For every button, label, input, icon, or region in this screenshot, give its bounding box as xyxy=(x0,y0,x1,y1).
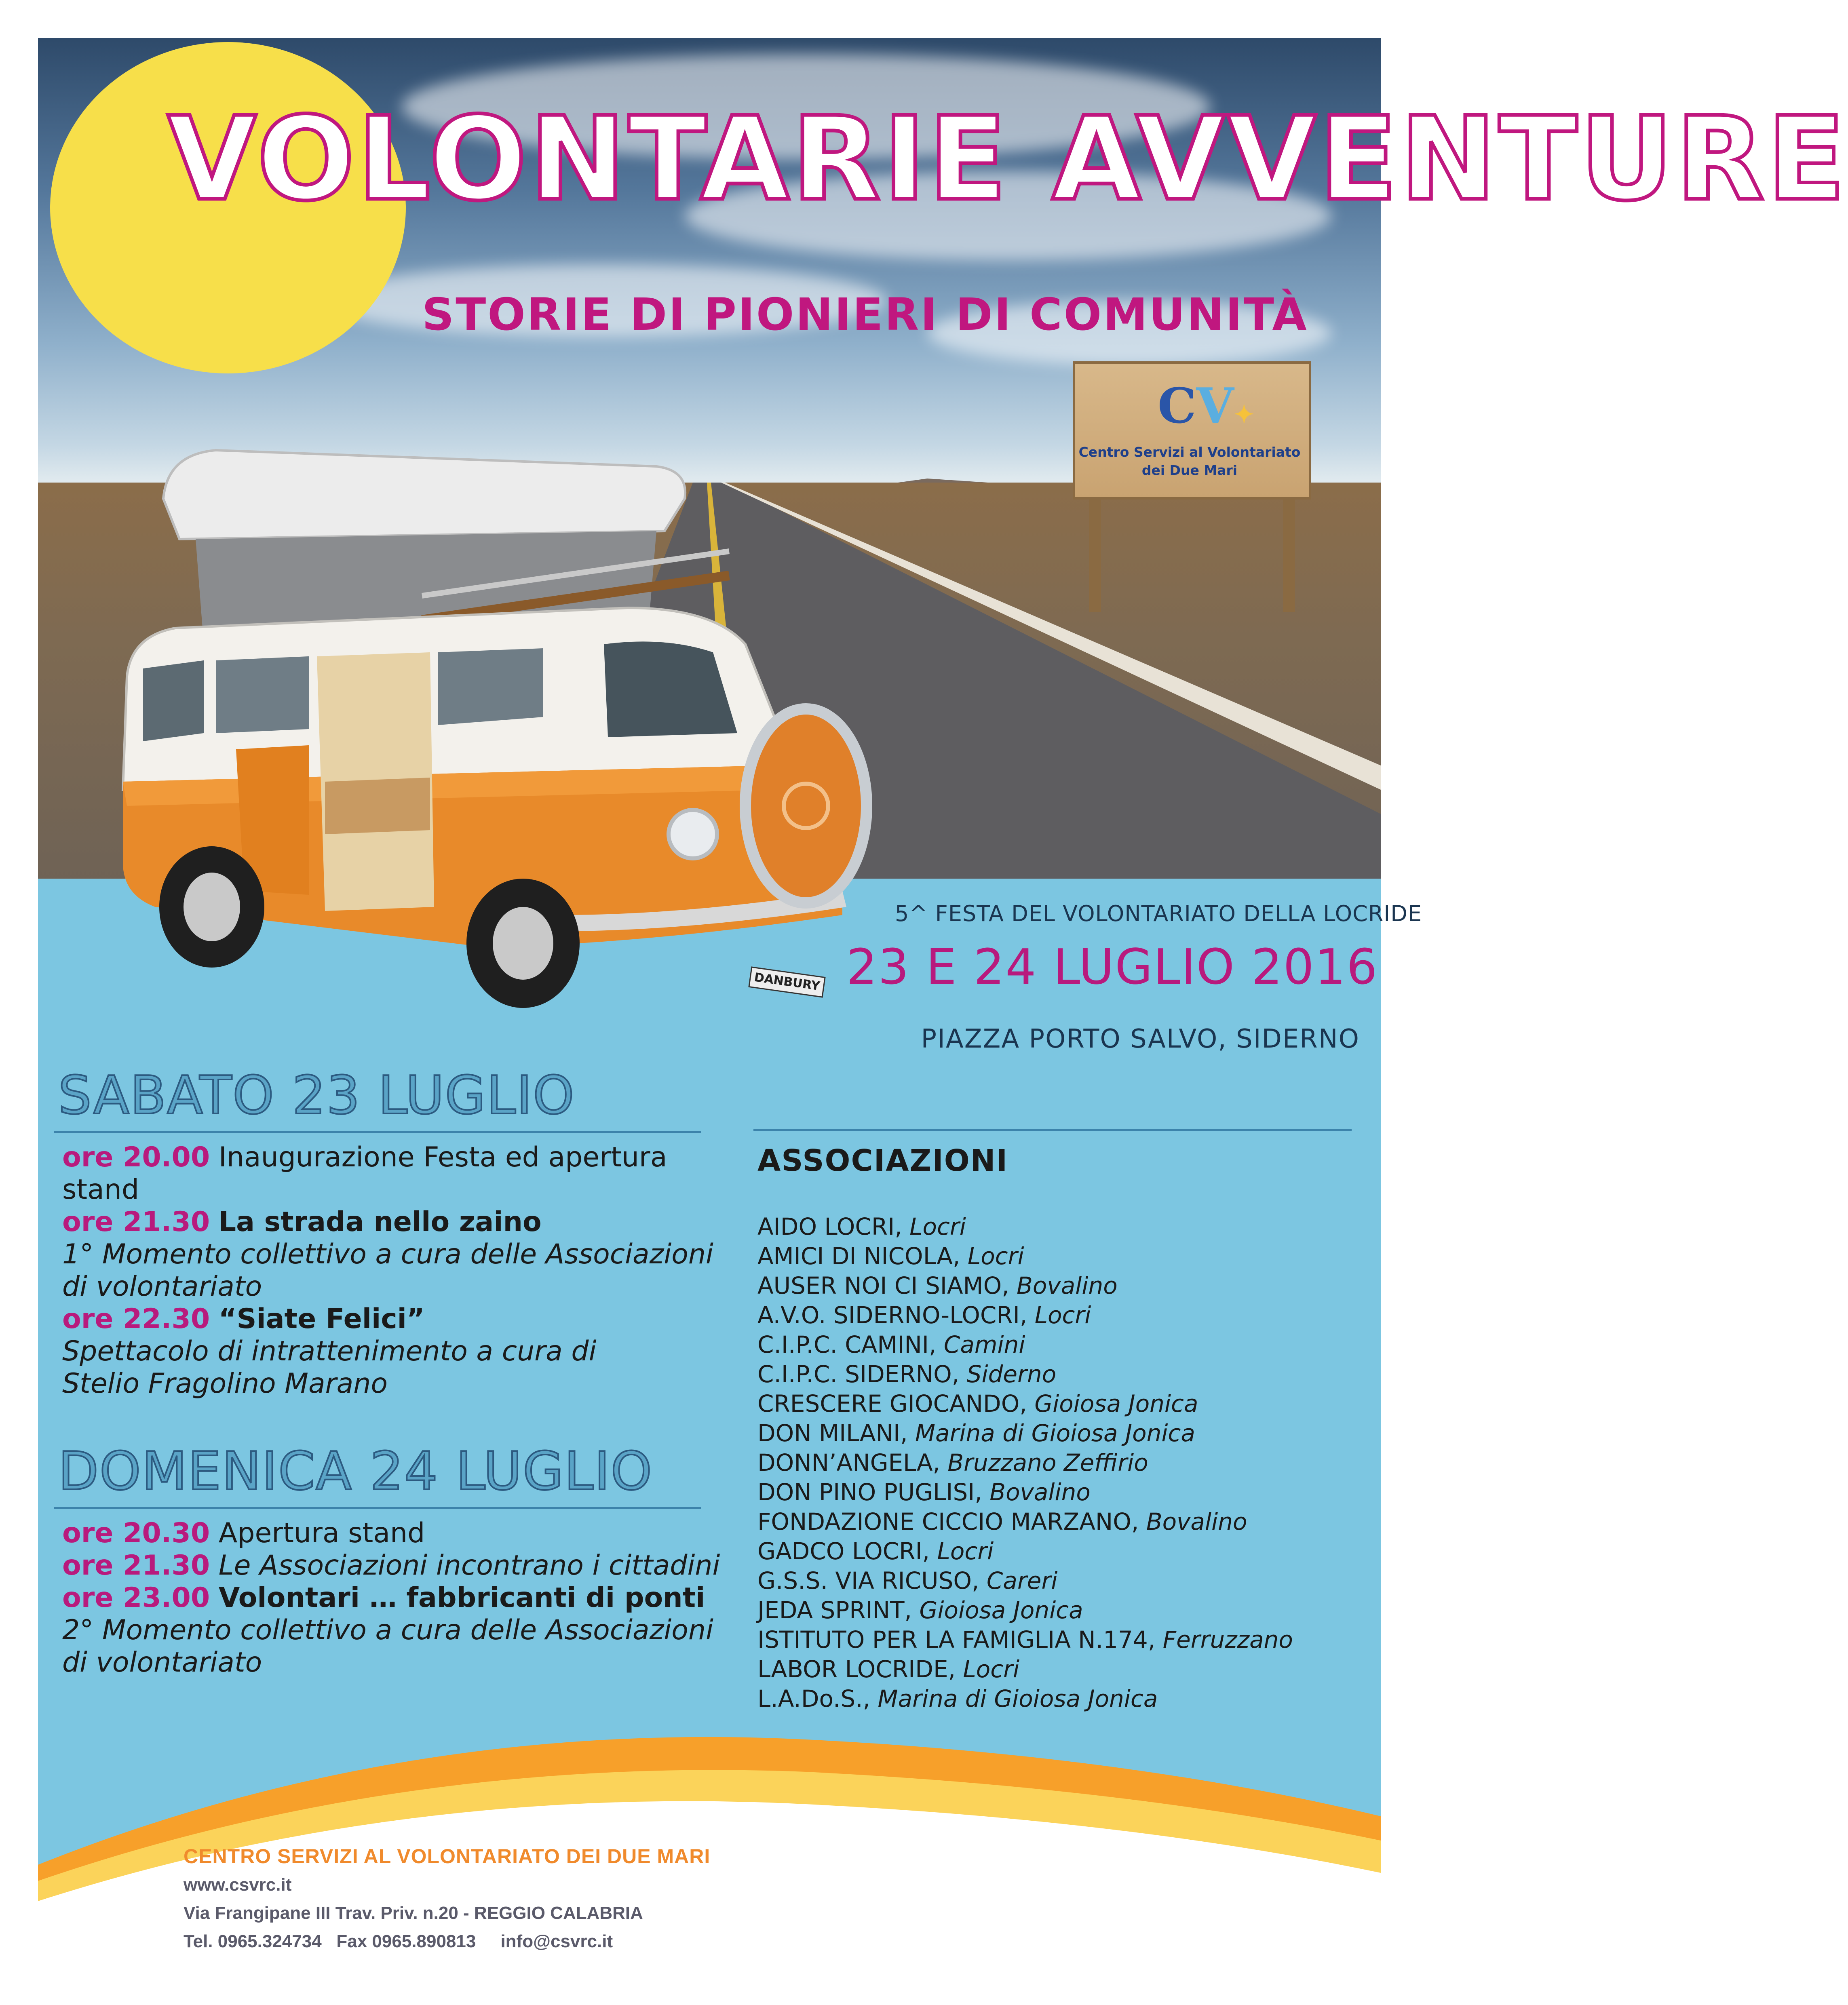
sunday-program xyxy=(62,1517,749,1679)
association-name: JEDA SPRINT, xyxy=(757,1596,920,1624)
association-name: A.V.O. SIDERNO-LOCRI, xyxy=(757,1301,1035,1329)
program-time: ore 21.30 xyxy=(62,1550,210,1581)
program-time: ore 21.30 xyxy=(62,1206,210,1238)
association-place: Siderno xyxy=(966,1360,1057,1388)
program-line xyxy=(62,1647,749,1679)
association-place: Gioiosa Jonica xyxy=(919,1596,1083,1624)
program-line xyxy=(62,1550,749,1582)
csv-logo-icon: CV✦ xyxy=(1158,377,1254,434)
association-item xyxy=(757,1271,1372,1301)
association-item xyxy=(757,1625,1372,1655)
associations-heading: ASSOCIAZIONI xyxy=(757,1143,1008,1178)
association-item xyxy=(757,1419,1372,1448)
association-name: C.I.P.C. CAMINI, xyxy=(757,1331,944,1358)
program-line xyxy=(62,1303,749,1335)
sunday-divider xyxy=(54,1507,701,1509)
association-place: Bovalino xyxy=(989,1478,1091,1506)
program-text: Inaugurazione Festa ed apertura xyxy=(218,1141,667,1173)
association-place: Locri xyxy=(1034,1301,1091,1329)
associations-divider xyxy=(753,1129,1352,1131)
association-name: DONN’ANGELA, xyxy=(757,1449,948,1476)
program-text: 1° Momento collettivo a cura delle Associazioni xyxy=(62,1238,713,1270)
sign-post xyxy=(1089,495,1101,612)
association-place: Bruzzano Zeffirio xyxy=(947,1449,1148,1476)
program-text: di volontariato xyxy=(62,1647,262,1678)
association-name: GADCO LOCRI, xyxy=(757,1537,937,1565)
association-name: C.I.P.C. SIDERNO, xyxy=(757,1360,967,1388)
program-line xyxy=(62,1238,749,1271)
association-place: Bovalino xyxy=(1017,1272,1118,1299)
association-name: DON MILANI, xyxy=(757,1419,915,1447)
program-line xyxy=(62,1582,749,1614)
association-item xyxy=(757,1301,1372,1330)
saturday-program xyxy=(62,1141,749,1400)
association-item xyxy=(757,1507,1372,1537)
program-time: ore 23.00 xyxy=(62,1582,210,1614)
program-text: stand xyxy=(62,1174,139,1206)
program-line xyxy=(62,1206,749,1238)
association-item xyxy=(757,1242,1372,1271)
association-item xyxy=(757,1330,1372,1360)
vw-camper-van xyxy=(82,418,911,1032)
association-place: Marina di Gioiosa Jonica xyxy=(915,1419,1195,1447)
association-name: DON PINO PUGLISI, xyxy=(757,1478,990,1506)
association-place: Camini xyxy=(943,1331,1025,1358)
event-venue: PIAZZA PORTO SALVO, SIDERNO xyxy=(921,1024,1360,1054)
program-text: Le Associazioni incontrano i cittadini xyxy=(218,1550,720,1581)
program-time: ore 20.00 xyxy=(62,1141,210,1173)
program-text: Volontari … fabbricanti di ponti xyxy=(218,1582,705,1614)
association-item xyxy=(757,1537,1372,1566)
association-name: G.S.S. VIA RICUSO, xyxy=(757,1567,987,1594)
association-name: AMICI DI NICOLA, xyxy=(757,1242,968,1270)
program-line xyxy=(62,1271,749,1303)
footer-org: CENTRO SERVIZI AL VOLONTARIATO DEI DUE MARI xyxy=(184,1845,711,1868)
program-line xyxy=(62,1141,749,1174)
association-name: AIDO LOCRI, xyxy=(757,1213,910,1240)
association-item xyxy=(757,1360,1372,1389)
association-name: FONDAZIONE CICCIO MARZANO, xyxy=(757,1508,1146,1535)
association-name: ISTITUTO PER LA FAMIGLIA N.174, xyxy=(757,1626,1163,1653)
saturday-divider xyxy=(54,1131,701,1133)
program-text: Apertura stand xyxy=(218,1517,425,1549)
saturday-heading: SABATO 23 LUGLIO xyxy=(58,1065,575,1126)
footer-web[interactable]: www.csvrc.it xyxy=(184,1875,292,1895)
program-line xyxy=(62,1174,749,1206)
sign-text-line1: Centro Servizi al Volontariato xyxy=(1078,444,1301,460)
association-item xyxy=(757,1684,1372,1714)
association-item xyxy=(757,1212,1372,1242)
decorative-waves xyxy=(38,1711,1381,1962)
program-line xyxy=(62,1368,749,1400)
association-item xyxy=(757,1448,1372,1478)
association-item xyxy=(757,1566,1372,1596)
program-text: “Siate Felici” xyxy=(218,1303,425,1335)
sign-post xyxy=(1283,495,1295,612)
association-place: Marina di Gioiosa Jonica xyxy=(878,1685,1158,1712)
association-place: Locri xyxy=(963,1655,1020,1683)
program-line xyxy=(62,1614,749,1647)
association-name: L.A.Do.S., xyxy=(757,1685,878,1712)
association-place: Ferruzzano xyxy=(1162,1626,1293,1653)
sunday-heading: DOMENICA 24 LUGLIO xyxy=(58,1440,653,1502)
poster-subtitle: STORIE DI PIONIERI DI COMUNITÀ xyxy=(422,289,1308,340)
poster-frame xyxy=(38,38,1848,1962)
association-name: LABOR LOCRIDE, xyxy=(757,1655,963,1683)
csv-sign xyxy=(1073,361,1311,612)
association-place: Gioiosa Jonica xyxy=(1034,1390,1198,1417)
association-item xyxy=(757,1655,1372,1684)
program-time: ore 22.30 xyxy=(62,1303,210,1335)
event-dates: 23 E 24 LUGLIO 2016 xyxy=(846,939,1378,995)
association-place: Careri xyxy=(986,1567,1058,1594)
program-time: ore 20.30 xyxy=(62,1517,210,1549)
sign-text-line2: dei Due Mari xyxy=(1141,462,1238,478)
program-text: Spettacolo di intrattenimento a cura di xyxy=(62,1335,597,1367)
footer-contacts: Tel. 0965.324734 Fax 0965.890813 info@csvrc.it xyxy=(184,1931,613,1951)
poster-title: VOLONTARIE AVVENTURE xyxy=(167,92,1848,226)
program-line xyxy=(62,1335,749,1368)
license-plate: DANBURY xyxy=(748,966,825,997)
association-name: AUSER NOI CI SIAMO, xyxy=(757,1272,1017,1299)
association-place: Locri xyxy=(967,1242,1024,1270)
program-text: La strada nello zaino xyxy=(218,1206,542,1238)
association-place: Locri xyxy=(937,1537,994,1565)
program-text: 2° Momento collettivo a cura delle Associazioni xyxy=(62,1614,713,1646)
association-item xyxy=(757,1389,1372,1419)
associations-list xyxy=(757,1212,1372,1714)
association-place: Bovalino xyxy=(1146,1508,1247,1535)
association-name: CRESCERE GIOCANDO, xyxy=(757,1390,1035,1417)
footer-address: Via Frangipane III Trav. Priv. n.20 - REGGIO CALABRIA xyxy=(184,1903,643,1923)
program-text: Stelio Fragolino Marano xyxy=(62,1368,388,1400)
association-item xyxy=(757,1596,1372,1625)
program-text: di volontariato xyxy=(62,1271,262,1303)
program-line xyxy=(62,1517,749,1550)
association-item xyxy=(757,1478,1372,1507)
event-edition: 5^ FESTA DEL VOLONTARIATO DELLA LOCRIDE xyxy=(895,901,1422,926)
association-place: Locri xyxy=(909,1213,966,1240)
